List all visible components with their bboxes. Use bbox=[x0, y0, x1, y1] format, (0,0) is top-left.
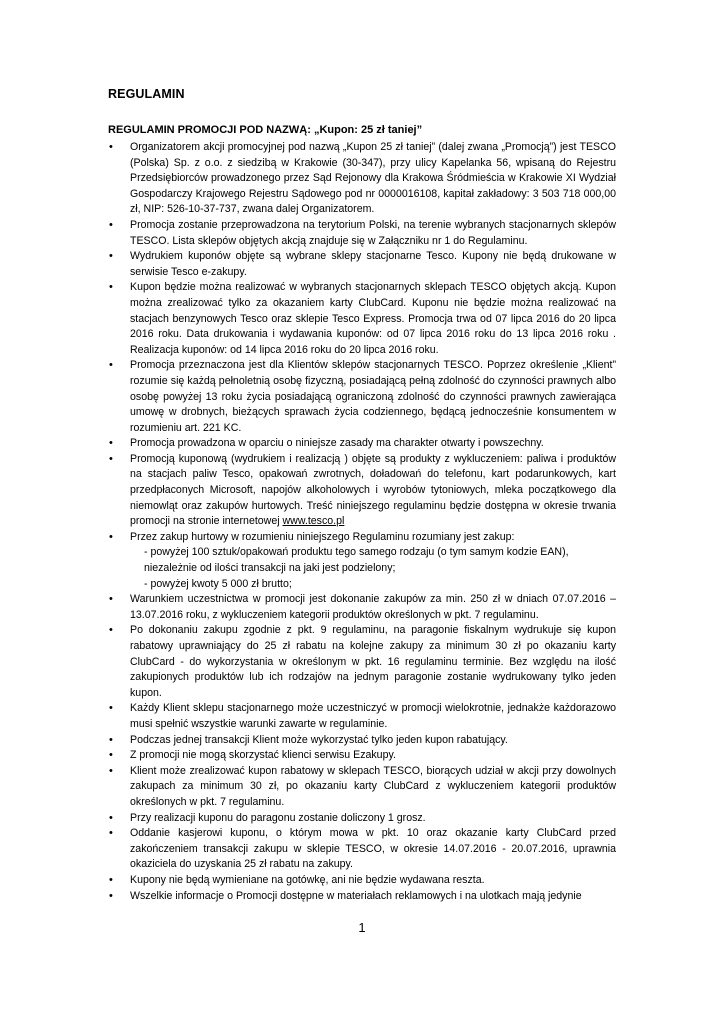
rule-text: Promocją kuponową (wydrukiem i realizacją ) objęte są produkty z wykluczeniem: paliwa i produktów na stacjach paliw Tesco, opakowań zwrotnych, doładowań do telefonu, kart podarunkowych, kart przedpłaconych Microsoft, napojów alkoholowych i wyrobów tytoniowych, mleka początkowego dla niemowląt oraz zakupów hurtowych. Treść niniejszego regulaminu będzie dostępna w okresie trwania promocji na stronie internetowej bbox=[130, 452, 616, 528]
rule-item: • Po dokonaniu zakupu zgodnie z pkt. 9 regulaminu, na paragonie fiskalnym wydrukuje się kupon rabatowy uprawniający do 25 zł rabatu na kolejne zakupy za minimum 30 zł po okazaniu karty ClubCard - do wykorzystania w określonym w pkt. 16 regulaminu terminie. Bez względu na ilość zakupionych produktów lub ich rodzajów na jednym paragonie zostanie wydrukowany tylko jeden kupon. bbox=[108, 623, 616, 701]
rule-item: • Każdy Klient sklepu stacjonarnego może uczestniczyć w promocji wielokrotnie, jednakże każdorazowo musi spełnić wszystkie warunki zawarte w regulaminie. bbox=[108, 701, 616, 732]
rule-item: • Wszelkie informacje o Promocji dostępne w materiałach reklamowych i na ulotkach mają jedynie bbox=[108, 889, 616, 905]
rule-item: • Organizatorem akcji promocyjnej pod nazwą „Kupon 25 zł taniej” (dalej zwana „Promocją”) jest TESCO (Polska) Sp. z o.o. z siedzibą w Krakowie (30-347), przy ulicy Kapelanka 56, wpisaną do Rejestru Przedsiębiorców prowadzonego przez Sąd Rejonowy dla Krakowa Śródmieścia w Krakowie XI Wydział Gospodarczy Krajowego Rejestru Sądowego pod nr 0000016108, kapitał zakładowy: 3 503 718 000,00 zł, NIP: 526-10-37-737, zwana dalej Organizatorem. bbox=[108, 140, 616, 218]
rule-item: • Promocja przeznaczona jest dla Klientów sklepów stacjonarnych TESCO. Poprzez określenie „Klient” rozumie się każdą pełnoletnią osobę fizyczną, posiadającą pełną zdolność do czynności prawnych albo osobę powyżej 13 roku życia posiadającą ograniczoną zdolność do czynności prawnych zawierająca umowę w drobnych, bieżących sprawach życia codziennego, będącą jednocześnie konsumentem w rozumieniu art. 221 KC. bbox=[108, 358, 616, 436]
document-title: REGULAMIN bbox=[108, 87, 185, 101]
rule-item bbox=[108, 530, 616, 592]
rule-item: • Wydrukiem kuponów objęte są wybrane sklepy stacjonarne Tesco. Kupony nie będą drukowane w serwisie Tesco e-zakupy. bbox=[108, 249, 616, 280]
rule-item bbox=[108, 452, 616, 530]
rule-item: • Podczas jednej transakcji Klient może wykorzystać tylko jeden kupon rabatujący. bbox=[108, 733, 616, 749]
rule-item: • Z promocji nie mogą skorzystać klienci serwisu Ezakupy. bbox=[108, 748, 616, 764]
rule-subitem: - powyżej kwoty 5 000 zł brutto; bbox=[144, 577, 292, 590]
rule-item: • Kupony nie będą wymieniane na gotówkę, ani nie będzie wydawana reszta. bbox=[108, 873, 616, 889]
tesco-website-link[interactable]: www.tesco.pl bbox=[282, 515, 345, 528]
rule-text: Przez zakup hurtowy w rozumieniu niniejszego Regulaminu rozumiany jest zakup: bbox=[130, 530, 515, 543]
rule-item: • Przy realizacji kuponu do paragonu zostanie doliczony 1 grosz. bbox=[108, 811, 616, 827]
rule-item: • Klient może zrealizować kupon rabatowy w sklepach TESCO, biorących udział w akcji przy dowolnych zakupach za minimum 30 zł, po okazaniu karty ClubCard z wykluczeniem kategorii produktów określonych w pkt. 7 regulaminu. bbox=[108, 764, 616, 811]
page-number: 1 bbox=[358, 920, 366, 935]
rule-item: • Promocja prowadzona w oparciu o niniejsze zasady ma charakter otwarty i powszechny. bbox=[108, 436, 616, 452]
rule-item: • Promocja zostanie przeprowadzona na terytorium Polski, na terenie wybranych stacjonarnych sklepów TESCO. Lista sklepów objętych akcją znajduje się w Załączniku nr 1 do Regulaminu. bbox=[108, 218, 616, 249]
rule-item: • Kupon będzie można realizować w wybranych stacjonarnych sklepach TESCO objętych akcją. Kupon można zrealizować tylko za okazaniem karty ClubCard. Kuponu nie będzie można realizować na stacjach benzynowych Tesco oraz sklepie Tesco Express. Promocja trwa od 07 lipca 2016 do 20 lipca 2016 roku. Data drukowania i wydawania kuponów: od 07 lipca 2016 roku do 13 lipca 2016 roku . Realizacja kuponów: od 14 lipca 2016 roku do 20 lipca 2016 roku. bbox=[108, 280, 616, 358]
rule-item: • Oddanie kasjerowi kuponu, o którym mowa w pkt. 10 oraz okazanie karty ClubCard przed zakończeniem transakcji zakupu w sklepie TESCO, w okresie 14.07.2016 - 20.07.2016, uprawnia okaziciela do uzyskania 25 zł rabatu na zakupy. bbox=[108, 826, 616, 873]
promotion-heading: REGULAMIN PROMOCJI POD NAZWĄ: „Kupon: 25 zł taniej” bbox=[108, 124, 423, 136]
rule-item: • Warunkiem uczestnictwa w promocji jest dokonanie zakupów za min. 250 zł w dniach 07.07.2016 – 13.07.2016 roku, z wykluczeniem kategorii produktów określonych w pkt. 7 regulaminu. bbox=[108, 592, 616, 623]
rule-subitem: - powyżej 100 sztuk/opakowań produktu tego samego rodzaju (o tym samym kodzie EAN), niezależnie od ilości transakcji na jaki jest podzielony; bbox=[144, 546, 569, 575]
rules-list bbox=[108, 140, 616, 904]
